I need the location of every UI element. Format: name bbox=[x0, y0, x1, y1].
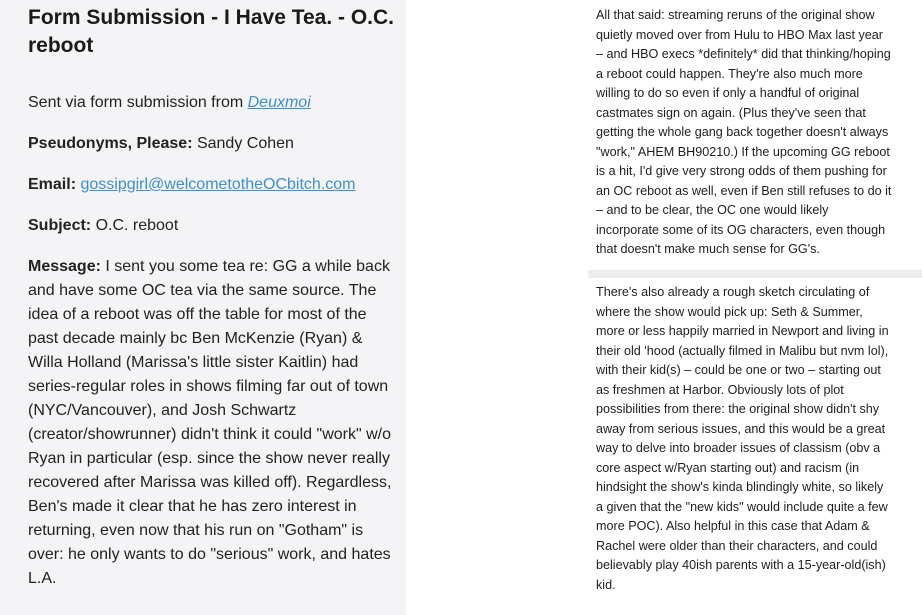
subject-label: Subject: bbox=[28, 217, 92, 234]
message-continuation-paragraph-2: There's also already a rough sketch circulating of where the show would pick up: Seth & Summer, more or less happily married in Newport and living in their old 'hood (actually filmed in Malibu but nvm lol), with their kid(s) – could be one or two – starting out as freshmen at Harbor. Obviously lots of plot possibilities from there: the original show didn't shy away from serious issues, and this would be a great way to delve into broader issues of classism (obv a core aspect w/Ryan starting out) and racism (in hindsight the show's kinda blindingly white, so likely a given that the "new kids" would include quite a few more POC). Also helpful in this case that Adam & Rachel were older than their characters, and could believably play 40ish parents with a 15-year-old(ish) kid. bbox=[596, 285, 889, 592]
form-submission-email bbox=[28, 4, 400, 591]
message-line bbox=[28, 255, 400, 591]
pseudonyms-line bbox=[28, 132, 400, 156]
right-screenshot-panel bbox=[588, 0, 922, 615]
message-continuation-paragraph-1: All that said: streaming reruns of the original show quietly moved over from Hulu to HBO Max last year – and HBO execs *definitely* did that thinking/hoping a reboot could happen. They're also much more willing to do so even if only a handful of original castmates sign on again. (Plus they've seen that getting the whole gang back together doesn't always "work," AHEM BH90210.) If the upcoming GG reboot is a hit, I'd give very strong odds of them pushing for an OC reboot as well, even if Ben still refuses to do it – and to be clear, the OC one would likely incorporate some of its OG characters, even though that doesn't make much sense for GG's. bbox=[596, 8, 892, 256]
panel-gap bbox=[406, 0, 588, 615]
email-address-link[interactable]: gossipgirl@welcometotheOCbitch.com bbox=[80, 176, 356, 193]
left-screenshot-panel bbox=[0, 0, 406, 615]
section-divider bbox=[588, 270, 922, 278]
sent-via-line bbox=[28, 91, 400, 115]
subject-value: O.C. reboot bbox=[91, 217, 179, 234]
email-subject-title: Form Submission - I Have Tea. - O.C. reboot bbox=[28, 6, 395, 57]
message-label: Message: bbox=[28, 258, 101, 275]
message-body: I sent you some tea re: GG a while back and have some OC tea via the same source. The idea of a reboot was off the table for most of the past decade mainly bc Ben McKenzie (Ryan) & Willa Holland (Marissa's little sister Kaitlin) had series-regular roles in shows filming far out of town (NYC/Vancouver), and Josh Schwartz (creator/showrunner) didn't think it could "work" w/o Ryan in particular (esp. since the show never really recovered after Marissa was killed off). Regardless, Ben's made it clear that he has zero interest in returning, even now that his run on "Gotham" is over: he only wants to do "serious" work, and hates L.A. bbox=[28, 258, 392, 587]
email-line bbox=[28, 173, 400, 197]
subject-line bbox=[28, 214, 400, 238]
pseudonyms-value: Sandy Cohen bbox=[192, 135, 294, 152]
email-label: Email: bbox=[28, 176, 77, 193]
sent-via-prefix: Sent via form submission from bbox=[28, 94, 248, 111]
deuxmoi-link[interactable]: Deuxmoi bbox=[247, 94, 311, 111]
pseudonyms-label: Pseudonyms, Please: bbox=[28, 135, 193, 152]
